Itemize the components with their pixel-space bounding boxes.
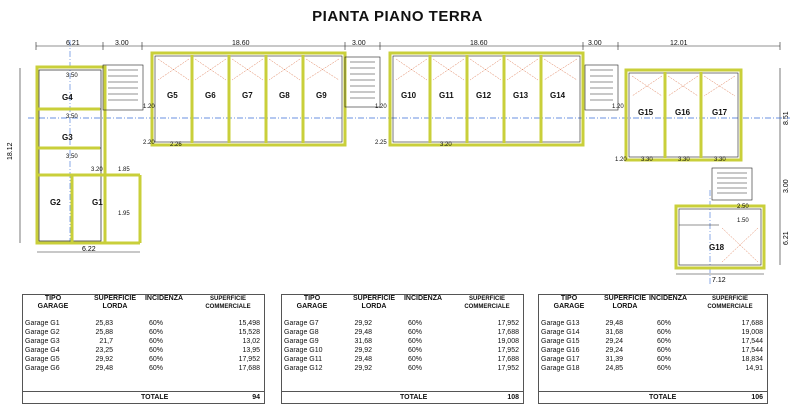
dim-inner: 3.30 (678, 157, 690, 163)
dim-top-1: 6.21 (66, 40, 80, 47)
dim-inner: 1.20 (375, 104, 387, 110)
cell-superficie-lorda: 29,92 (354, 320, 372, 327)
dim-inner: 1.20 (612, 104, 624, 110)
label-g2: G2 (50, 198, 61, 207)
cell-garage: Garage G15 (541, 338, 580, 345)
dim-right-2: 3.00 (783, 179, 790, 193)
cell-superficie-commerciale: 15,528 (238, 329, 260, 336)
table-row (282, 337, 523, 346)
cell-garage: Garage G7 (284, 320, 319, 327)
label-g11: G11 (439, 91, 454, 100)
cell-superficie-lorda: 29,24 (605, 338, 623, 345)
cell-garage: Garage G16 (541, 347, 580, 354)
table-row (539, 337, 767, 346)
cell-superficie-lorda: 29,92 (354, 365, 372, 372)
cell-incidenza: 60% (657, 356, 672, 363)
cell-superficie-commerciale: 13,02 (242, 338, 260, 345)
dim-inner: 2.50 (737, 204, 749, 210)
label-g9: G9 (316, 91, 327, 100)
cell-incidenza: 60% (149, 347, 164, 354)
cell-garage: Garage G11 (284, 356, 323, 363)
table-1 (22, 294, 265, 404)
dim-inner: 3.50 (66, 73, 78, 79)
cell-garage: Garage G9 (284, 338, 319, 345)
total-value: 106 (751, 394, 763, 401)
label-g14: G14 (550, 91, 566, 100)
table-total (282, 391, 523, 402)
cell-superficie-commerciale: 19,008 (741, 329, 763, 336)
dim-top-7: 12.01 (670, 40, 688, 47)
top-dimension-line (36, 42, 780, 50)
dim-top-3: 18.60 (232, 40, 250, 47)
cell-incidenza: 60% (149, 329, 164, 336)
total-label: TOTALE (400, 394, 428, 401)
cell-incidenza: 60% (408, 347, 423, 354)
cell-superficie-lorda: 31,68 (605, 329, 623, 336)
dim-inner: 3.30 (641, 157, 653, 163)
label-g8: G8 (279, 91, 290, 100)
table-total (23, 391, 264, 402)
label-g10: G10 (401, 91, 417, 100)
table-row (23, 319, 264, 328)
col-superficie-commerciale: SUPERFICIE COMMERCIALE (464, 296, 510, 310)
table-row (539, 355, 767, 364)
cell-garage: Garage G14 (541, 329, 580, 336)
cell-incidenza: 60% (657, 347, 672, 354)
dim-inner: 1.50 (737, 218, 749, 224)
col-superficie-lorda: SUPERFICIE LORDA (603, 295, 646, 310)
dim-inner: 3.50 (66, 154, 78, 160)
table-row (539, 328, 767, 337)
cell-superficie-lorda: 24,85 (605, 365, 623, 372)
cell-garage: Garage G8 (284, 329, 319, 336)
crosses-b (396, 59, 577, 80)
dim-bottom-left: 6.22 (82, 246, 96, 253)
cell-superficie-commerciale: 17,952 (497, 365, 519, 372)
stair-left (103, 65, 143, 110)
cell-superficie-commerciale: 17,688 (238, 365, 260, 372)
cell-garage: Garage G17 (541, 356, 580, 363)
table-row (23, 346, 264, 355)
crosses-a (158, 59, 339, 80)
table-2 (281, 294, 524, 404)
dim-inner: 3.50 (66, 114, 78, 120)
cell-superficie-commerciale: 17,544 (741, 338, 763, 345)
g18-room (676, 206, 764, 268)
total-label: TOTALE (141, 394, 169, 401)
cell-incidenza: 60% (149, 356, 164, 363)
total-label: TOTALE (649, 394, 677, 401)
table-total (539, 391, 767, 402)
dim-inner: 3.20 (440, 142, 452, 148)
cell-superficie-commerciale: 17,688 (741, 320, 763, 327)
table-row (282, 328, 523, 337)
cell-garage: Garage G10 (284, 347, 323, 354)
col-superficie-lorda: SUPERFICIE LORDA (352, 295, 395, 310)
cell-incidenza: 60% (149, 338, 164, 345)
col-tipo-garage: TIPO GARAGE (296, 295, 328, 310)
col-tipo-garage: TIPO GARAGE (37, 295, 69, 310)
dim-inner: 1.95 (118, 211, 130, 217)
cell-superficie-lorda: 29,24 (605, 347, 623, 354)
cell-superficie-lorda: 29,92 (95, 356, 113, 363)
table-row (539, 346, 767, 355)
cell-superficie-lorda: 29,48 (605, 320, 623, 327)
cell-garage: Garage G2 (25, 329, 60, 336)
cell-superficie-commerciale: 17,544 (741, 347, 763, 354)
dim-top-5: 18.60 (470, 40, 488, 47)
cell-superficie-commerciale: 14,91 (745, 365, 763, 372)
label-g7: G7 (242, 91, 253, 100)
dim-bottom-right: 7.12 (712, 277, 726, 284)
cell-garage: Garage G12 (284, 365, 323, 372)
cell-superficie-lorda: 21,7 (99, 338, 113, 345)
cell-superficie-commerciale: 17,688 (497, 356, 519, 363)
dim-inner: 3.30 (714, 157, 726, 163)
stair-lower-right (712, 168, 752, 200)
dim-inner: 2.20 (143, 140, 155, 146)
dim-inner: 2.26 (170, 142, 182, 148)
cell-incidenza: 60% (408, 320, 423, 327)
label-g15: G15 (638, 108, 654, 117)
cell-superficie-commerciale: 17,952 (238, 356, 260, 363)
dim-left: 18.12 (7, 142, 14, 160)
dim-inner: 1.85 (118, 167, 130, 173)
table-row (23, 364, 264, 373)
col-incidenza: INCIDENZA (144, 295, 184, 302)
cell-superficie-lorda: 29,48 (354, 329, 372, 336)
cell-incidenza: 60% (408, 338, 423, 345)
cell-garage: Garage G4 (25, 347, 60, 354)
col-tipo-garage: TIPO GARAGE (553, 295, 585, 310)
table-row (539, 319, 767, 328)
cell-superficie-commerciale: 18,834 (741, 356, 763, 363)
dim-inner: 2.25 (375, 140, 387, 146)
cell-superficie-lorda: 25,83 (95, 320, 113, 327)
table-row (282, 346, 523, 355)
cell-superficie-commerciale: 17,688 (497, 329, 519, 336)
cell-superficie-lorda: 31,39 (605, 356, 623, 363)
label-g4: G4 (62, 93, 73, 102)
table-row (282, 355, 523, 364)
cell-superficie-commerciale: 19,008 (497, 338, 519, 345)
label-g18: G18 (709, 243, 725, 252)
label-g3: G3 (62, 133, 73, 142)
cell-superficie-lorda: 25,88 (95, 329, 113, 336)
cell-superficie-lorda: 29,48 (95, 365, 113, 372)
plan-title: PIANTA PIANO TERRA (312, 8, 483, 25)
dim-right-1: 8.51 (783, 111, 790, 125)
cell-garage: Garage G3 (25, 338, 60, 345)
cell-superficie-lorda: 29,92 (354, 347, 372, 354)
cell-superficie-commerciale: 17,952 (497, 347, 519, 354)
cell-incidenza: 60% (657, 338, 672, 345)
stair-center (345, 57, 380, 107)
col-superficie-commerciale: SUPERFICIE COMMERCIALE (707, 296, 753, 310)
cell-incidenza: 60% (408, 365, 423, 372)
col-superficie-lorda: SUPERFICIE LORDA (93, 295, 136, 310)
cell-incidenza: 60% (149, 365, 164, 372)
cell-incidenza: 60% (657, 365, 672, 372)
cell-incidenza: 60% (657, 320, 672, 327)
dim-top-4: 3.00 (352, 40, 366, 47)
cell-garage: Garage G1 (25, 320, 60, 327)
cell-garage: Garage G18 (541, 365, 580, 372)
cell-superficie-commerciale: 15,498 (238, 320, 260, 327)
label-g12: G12 (476, 91, 492, 100)
cell-superficie-commerciale: 13,95 (242, 347, 260, 354)
cell-superficie-lorda: 31,68 (354, 338, 372, 345)
dim-top-6: 3.00 (588, 40, 602, 47)
table-row (23, 337, 264, 346)
cell-superficie-lorda: 29,48 (354, 356, 372, 363)
label-g1: G1 (92, 198, 103, 207)
cell-incidenza: 60% (408, 356, 423, 363)
table-row (23, 355, 264, 364)
label-g16: G16 (675, 108, 691, 117)
dim-top-2: 3.00 (115, 40, 129, 47)
col-incidenza: INCIDENZA (403, 295, 443, 302)
cell-superficie-commerciale: 17,952 (497, 320, 519, 327)
cell-garage: Garage G5 (25, 356, 60, 363)
cell-garage: Garage G13 (541, 320, 580, 327)
col-superficie-commerciale: SUPERFICIE COMMERCIALE (205, 296, 251, 310)
table-row (282, 364, 523, 373)
dim-right-3: 6.21 (783, 231, 790, 245)
dim-inner: 1.20 (143, 104, 155, 110)
label-g6: G6 (205, 91, 216, 100)
col-incidenza: INCIDENZA (648, 295, 688, 302)
table-row (282, 319, 523, 328)
cell-incidenza: 60% (657, 329, 672, 336)
table-row (23, 328, 264, 337)
label-g5: G5 (167, 91, 178, 100)
cell-garage: Garage G6 (25, 365, 60, 372)
cell-incidenza: 60% (149, 320, 164, 327)
total-value: 108 (507, 394, 519, 401)
table-row (539, 364, 767, 373)
label-g13: G13 (513, 91, 529, 100)
cell-superficie-lorda: 23,25 (95, 347, 113, 354)
crosses-c (632, 76, 735, 96)
total-value: 94 (252, 394, 260, 401)
dim-inner: 1.20 (615, 157, 627, 163)
table-3 (538, 294, 768, 404)
label-g17: G17 (712, 108, 728, 117)
cell-incidenza: 60% (408, 329, 423, 336)
dim-inner: 3.20 (91, 167, 103, 173)
